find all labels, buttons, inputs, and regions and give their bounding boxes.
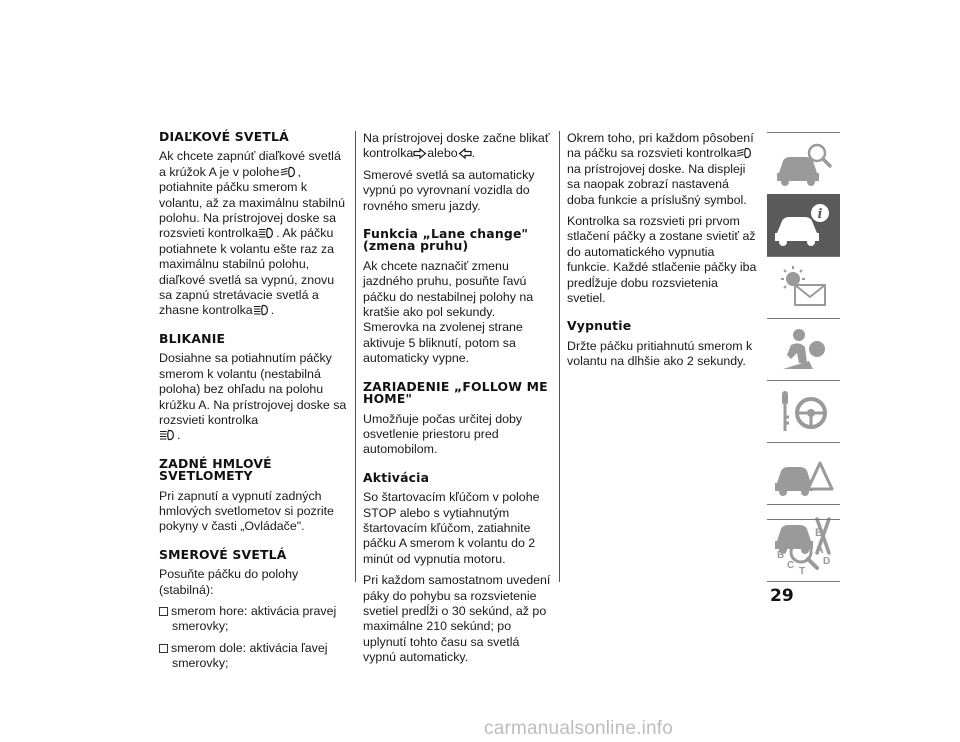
paragraph: Umožňuje počas určitej doby osvetlenie priestoru pred automobilom. (363, 411, 523, 457)
column-divider (355, 131, 356, 582)
sidebar-tab-emergency[interactable] (767, 442, 840, 505)
column-3 (567, 131, 757, 376)
heading-flashing: BLIKANIE (159, 330, 226, 346)
airbag-person-icon (773, 325, 835, 375)
heading-turn-signals: SMEROVÉ SVETLÁ (159, 546, 287, 562)
low-beam-icon (736, 147, 754, 159)
column-2 (363, 131, 553, 672)
heading-deactivation: Vypnutie (567, 318, 632, 334)
high-beam-icon (253, 304, 271, 316)
paragraph: Posuňte páčku do polohy (stabilná): (159, 567, 299, 597)
index-letter: T (799, 566, 806, 576)
turn-right-icon (413, 148, 427, 159)
index-letter: A (815, 542, 824, 556)
bullet-square-icon (159, 607, 168, 616)
paragraph: Pri každom samostatnom uvedení páky do pohybu sa rozsvietenie svetiel predĺži o 30 sekúnd, až po maximálne 210 sekúnd; po uplynutí tohto času sa svetlá vypnú automaticky. (363, 573, 551, 665)
heading-rear-fog: ZADNÉ HMLOVÉ SVETLOMETY (159, 455, 272, 484)
heading-high-beam: DIAĽKOVÉ SVETLÁ (159, 129, 289, 144)
sidebar-tab-vehicle-info[interactable] (767, 194, 840, 257)
paragraph: Kontrolka sa rozsvieti pri prvom stlačení páčky a zostane svietiť až do automatického vypnutia funkcie. Každé stlačenie páčky iba predĺžuje dobu rozsvietenia svetiel. (567, 214, 757, 306)
watermark: carmanualsonline.info (484, 718, 674, 739)
high-beam-icon (159, 429, 177, 441)
index-letter: Z (779, 531, 786, 543)
page-number: 29 (770, 586, 794, 606)
high-beam-icon (258, 227, 276, 239)
car-warning-triangle-icon (773, 449, 835, 499)
car-search-icon (773, 139, 835, 189)
paragraph: Na prístrojovej doske začne blikať kontrolka alebo . (363, 131, 550, 161)
sidebar-tab-warning-lights[interactable] (767, 256, 840, 319)
index-letter: B (777, 550, 785, 561)
heading-follow-me-home: ZARIADENIE „FOLLOW ME HOME" (363, 378, 548, 407)
sidebar-tab-dashboard[interactable] (767, 132, 840, 195)
car-info-icon (773, 201, 835, 251)
sidebar-tab-starting[interactable] (767, 380, 840, 443)
svg-text:i: i (817, 207, 823, 222)
sidebar-bottom-border (767, 581, 840, 582)
index-letter: E (815, 527, 823, 539)
key-steering-wheel-icon (773, 387, 835, 437)
paragraph: Okrem toho, pri každom pôsobení na páčku sa rozsvieti kontrolkana prístrojovej doske. Na displeji sa naopak zobrazí nastavená doba funkcie a príslušný symbol. (567, 131, 754, 207)
column-divider (559, 131, 560, 582)
sidebar-tab-index[interactable] (767, 519, 840, 582)
paragraph: Ak chcete naznačiť zmenu jazdného pruhu, posuňte ľavú páčku do nestabilnej polohy na kratšie ako pol sekundy. Smerovka na zvolenej strane aktivuje 5 bliknutí, potom sa automaticky vypne. (363, 258, 534, 366)
heading-activation: Aktivácia (363, 469, 430, 485)
paragraph: So štartovacím kľúčom v polohe STOP alebo s vytiahnutým štartovacím kľúčom, zatiahnite páčku A smerom k volantu do 2 minút od vypnutia motoru. (363, 490, 540, 566)
heading-lane-change: Funkcia „Lane change" (zmena pruhu) (363, 226, 529, 254)
warning-light-mail-icon (773, 263, 835, 313)
index-letter: D (823, 556, 831, 567)
turn-left-icon (458, 148, 472, 159)
index-letter: C (787, 560, 795, 571)
column-1 (159, 131, 349, 678)
paragraph: Ak chcete zapnúť diaľkové svetlá a krúžok A je v polohe , potiahnite páčku smerom k volantu, až za maximálnu stabilnú polohu. Na prístrojovej doske sa rozsvieti kontrolka . Ak páčku potiahnete k volantu ešte raz za maximálnu stabilnú polohu, diaľkové svetlá sa vypnú, znovu sa zapnú stretávacie svetlá a zhasne kontrolka . (159, 149, 345, 318)
bullet-square-icon (159, 644, 168, 653)
alphabet-index-icon (773, 526, 835, 576)
paragraph: Pri zapnutí a vypnutí zadných hmlových svetlometov si pozrite pokyny v časti „Ovládače". (159, 488, 334, 534)
paragraph: Smerové svetlá sa automaticky vypnú po vyrovnaní vozidla do rovného smeru jazdy. (363, 167, 535, 213)
list-item: smerom dole: aktivácia ľavej smerovky; (159, 641, 349, 672)
low-beam-icon (280, 166, 298, 178)
sidebar-tab-safety[interactable] (767, 318, 840, 381)
list-item: smerom hore: aktivácia pravej smerovky; (159, 604, 349, 635)
paragraph: Dosiahne sa potiahnutím páčky smerom k volantu (nestabilná poloha) bez ohľadu na polohu krúžku A. Na prístrojovej doske sa rozsvieti kontrolka . (159, 351, 347, 443)
paragraph: Držte páčku pritiahnutú smerom k volantu na dlhšie ako 2 sekundy. (567, 338, 753, 369)
